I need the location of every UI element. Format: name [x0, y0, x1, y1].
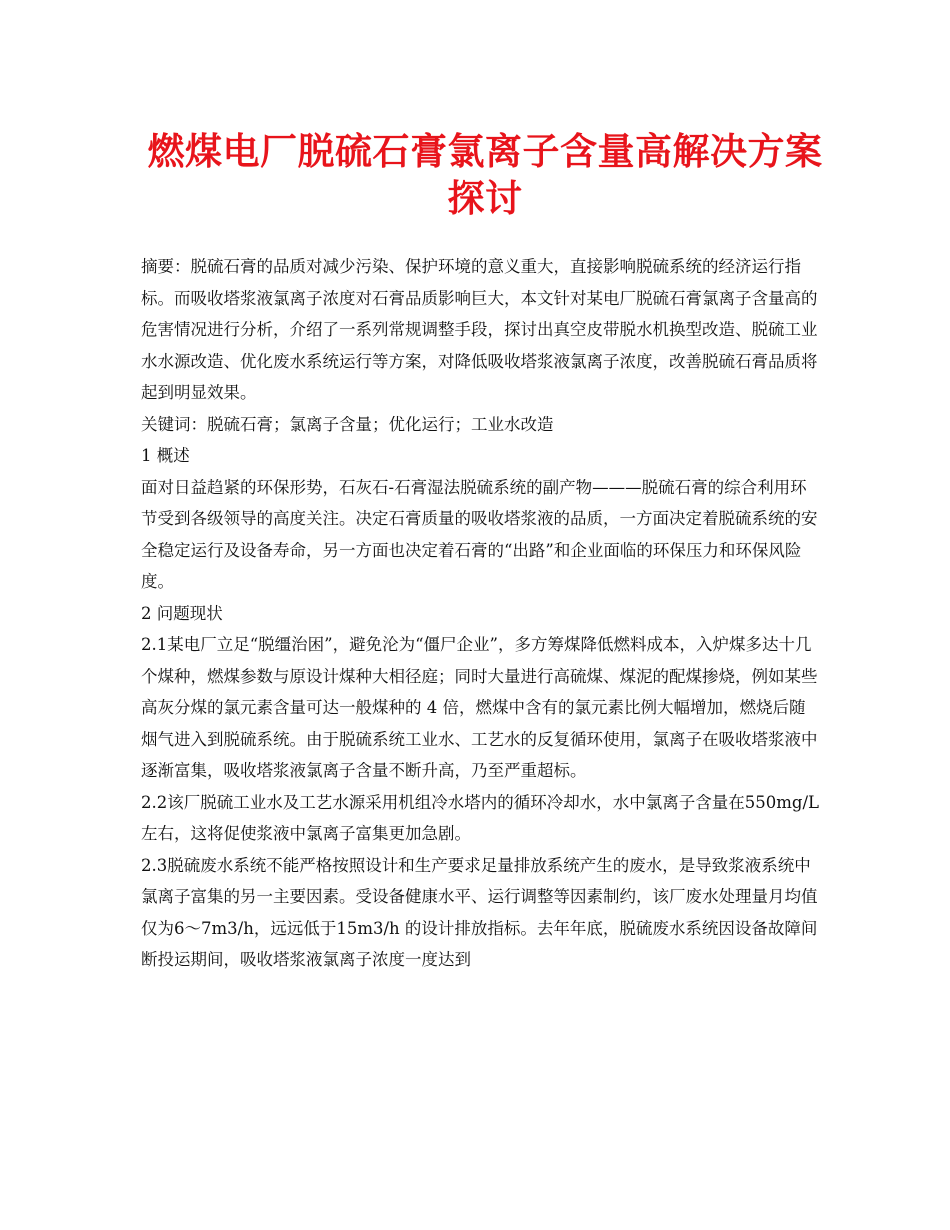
- abstract-paragraph: 摘要：脱硫石膏的品质对减少污染、保护环境的意义重大，直接影响脱硫系统的经济运行指标。而吸收塔浆液氯离子浓度对石膏品质影响巨大，本文针对某电厂脱硫石膏氯离子含量高的危害情况进行分析，介绍了一系列常规调整手段，探讨出真空皮带脱水机换型改造、脱硫工业水水源改造、优化废水系统运行等方案，对降低吸收塔浆液氯离子浓度，改善脱硫石膏品质将起到明显效果。: [141, 257, 818, 402]
- section-heading-overview: 1 概述: [141, 446, 190, 465]
- problem-paragraph-2-2: 2.2该厂脱硫工业水及工艺水源采用机组冷水塔内的循环冷却水，水中氯离子含量在550mg/L 左右，这将促使浆液中氯离子富集更加急剧。: [141, 792, 819, 843]
- keywords-line: 关键词：脱硫石膏；氯离子含量；优化运行；工业水改造: [141, 414, 554, 434]
- document-title: 燃煤电厂脱硫石膏氯离子含量高解决方案探讨: [147, 129, 823, 220]
- problem-paragraph-2-1: 2.1某电厂立足“脱缰治困”，避免沦为“僵尸企业”，多方筹煤降低燃料成本，入炉煤多达十几个煤种，燃煤参数与原设计煤种大相径庭；同时大量进行高硫煤、煤泥的配煤掺烧，例如某些高灰分煤的氯元素含量可达一般煤种的 4 倍，燃煤中含有的氯元素比例大幅增加，燃烧后随烟气进入到脱硫系统。由于脱硫系统工业水、工艺水的反复循环使用，氯离子在吸收塔浆液中逐渐富集，吸收塔浆液氯离子含量不断升高，乃至严重超标。: [141, 635, 818, 780]
- document-body: [141, 251, 821, 976]
- problem-paragraph-2-3: 2.3脱硫废水系统不能严格按照设计和生产要求足量排放系统产生的废水，是导致浆液系统中氯离子富集的另一主要因素。受设备健康水平、运行调整等因素制约，该厂废水处理量月均值仅为6～7m3/h，远远低于15m3/h 的设计排放指标。去年年底，脱硫废水系统因设备故障间断投运期间，吸收塔浆液氯离子浓度一度达到: [141, 855, 818, 969]
- section-heading-problem-status: 2 问题现状: [141, 603, 223, 623]
- overview-paragraph: 面对日益趋紧的环保形势，石灰石-石膏湿法脱硫系统的副产物———脱硫石膏的综合利用环节受到各级领导的高度关注。决定石膏质量的吸收塔浆液的品质，一方面决定着脱硫系统的安全稳定运行及设备寿命，另一方面也决定着石膏的“出路”和企业面临的环保压力和环保风险度。: [141, 477, 818, 591]
